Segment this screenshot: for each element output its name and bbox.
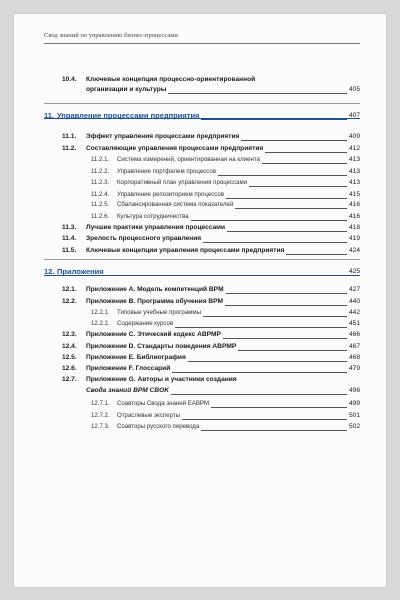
toc-leader: [226, 198, 347, 199]
toc-title: Сбалансированная система показателей: [117, 201, 234, 208]
toc-page-number: 425: [348, 268, 360, 275]
toc-title: Культура сотрудничества: [117, 213, 189, 220]
toc-title: Зрелость процессного управления: [86, 235, 202, 242]
toc-number: 11.4.: [62, 235, 77, 242]
document-page: [14, 14, 386, 587]
chapter-rule: [44, 275, 360, 276]
toc-leader: [238, 350, 347, 351]
chapter-rule: [44, 118, 360, 119]
toc-page-number: 442: [348, 309, 360, 316]
toc-title: Приложение D. Стандарты поведения ABPMP: [86, 343, 237, 350]
toc-page-number: 418: [348, 224, 360, 231]
toc-number: 12.2.2.: [91, 320, 110, 327]
toc-page-number: 407: [348, 112, 360, 119]
toc-page-number: 412: [348, 145, 360, 152]
toc-number: 12.7.3.: [91, 423, 110, 430]
toc-leader: [262, 163, 347, 164]
toc-page-number: 419: [348, 235, 360, 242]
toc-leader: [171, 394, 347, 395]
toc-title: Свода знаний BPM CBOK: [86, 387, 169, 394]
toc-title: Управление репозиторием процессов: [117, 191, 225, 198]
toc-title: Составляющие управления процессами предприятия: [86, 145, 264, 152]
toc-leader: [182, 419, 347, 420]
toc-leader: [249, 186, 347, 187]
toc-page-number: 466: [348, 331, 360, 338]
toc-title: Ключевые концепции процессно-ориентированной: [86, 76, 256, 83]
section-separator: [44, 103, 360, 104]
toc-number: 12.: [44, 267, 55, 276]
toc-leader: [226, 293, 347, 294]
toc-number: 11.2.1.: [91, 156, 110, 163]
toc-leader: [223, 338, 347, 339]
toc-page-number: 468: [348, 354, 360, 361]
toc-page-number: 467: [348, 343, 360, 350]
toc-title: Соавторы русского перевода: [117, 423, 200, 430]
toc-number: 12.1.: [62, 286, 77, 293]
toc-leader: [203, 242, 347, 243]
toc-title: Эффект управления процессами предприятия: [86, 133, 240, 140]
toc-number: 11.2.4.: [91, 191, 110, 198]
toc-number: 12.4.: [62, 343, 77, 350]
toc-title: Управление портфелем процессов: [117, 168, 217, 175]
toc-title: Ключевые концепции управления процессами предприятия: [86, 247, 285, 254]
toc-page-number: 496: [348, 387, 360, 394]
toc-leader: [241, 140, 347, 141]
toc-leader: [235, 208, 347, 209]
toc-number: 12.2.: [62, 298, 77, 305]
toc-number: 12.7.1.: [91, 400, 110, 407]
toc-number: 12.7.2.: [91, 412, 110, 419]
toc-leader: [265, 152, 347, 153]
toc-leader: [211, 407, 347, 408]
toc-page-number: 502: [348, 423, 360, 430]
toc-number: 11.2.: [62, 145, 77, 152]
toc-leader: [203, 316, 347, 317]
toc-page-number: 499: [348, 400, 360, 407]
toc-title: Типовые учебные программы: [117, 309, 201, 316]
toc-leader: [188, 361, 347, 362]
toc-title: организации и культуры: [86, 86, 167, 93]
running-head-rule: [44, 43, 360, 44]
toc-page-number: 479: [348, 365, 360, 372]
toc-page-number: 413: [348, 168, 360, 175]
toc-number: 11.: [44, 111, 55, 120]
toc-page-number: 501: [348, 412, 360, 419]
toc-leader: [227, 231, 347, 232]
toc-page-number: 413: [348, 179, 360, 186]
toc-title: Приложение F. Глоссарий: [86, 365, 171, 372]
toc-leader: [201, 119, 347, 120]
toc-page-number: 440: [348, 298, 360, 305]
toc-page-number: 409: [348, 133, 360, 140]
toc-number: 11.2.6.: [91, 213, 110, 220]
toc-page-number: 413: [348, 156, 360, 163]
toc-page-number: 416: [348, 213, 360, 220]
toc-leader: [172, 372, 347, 373]
toc-number: 12.7.: [62, 376, 77, 383]
toc-page-number: 415: [348, 191, 360, 198]
toc-title: Управление процессами предприятия: [57, 111, 200, 120]
toc-number: 12.5.: [62, 354, 77, 361]
toc-leader: [201, 430, 347, 431]
section-separator: [44, 259, 360, 260]
toc-number: 11.2.2.: [91, 168, 110, 175]
toc-number: 10.4.: [62, 76, 77, 83]
toc-number: 12.6.: [62, 365, 77, 372]
toc-leader: [286, 254, 347, 255]
toc-number: 11.3.: [62, 224, 77, 231]
toc-title: Приложение G. Авторы и участники создания: [86, 376, 237, 383]
toc-page-number: 451: [348, 320, 360, 327]
toc-title: Корпоративный план управления процессами: [117, 179, 248, 186]
toc-title: Приложение E. Библиография: [86, 354, 186, 361]
toc-leader: [175, 327, 347, 328]
toc-page-number: 416: [348, 201, 360, 208]
toc-number: 11.1.: [62, 133, 77, 140]
toc-page-number: 424: [348, 247, 360, 254]
toc-title: Содержание курсов: [117, 320, 174, 327]
toc-title: Отраслевые эксперты: [117, 412, 181, 419]
toc-title: Приложение В. Программа обучения BPM: [86, 298, 224, 305]
toc-page-number: 427: [348, 286, 360, 293]
running-head: Свод знаний по управлению бизнес-процессами: [44, 32, 178, 39]
toc-page-number: 405: [348, 86, 360, 93]
toc-leader: [218, 175, 347, 176]
toc-title: Приложение А. Модель компетенций BPM: [86, 286, 224, 293]
toc-number: 11.5.: [62, 247, 77, 254]
toc-number: 11.2.3.: [91, 179, 110, 186]
toc-title: Приложения: [57, 267, 104, 276]
toc-number: 12.2.1.: [91, 309, 110, 316]
toc-leader: [191, 220, 347, 221]
toc-title: Соавторы Свода знаний EABPM: [117, 400, 210, 407]
toc-leader: [225, 305, 347, 306]
toc-number: 11.2.5.: [91, 201, 110, 208]
toc-title: Приложение С. Этический кодекс ABPMP: [86, 331, 221, 338]
toc-title: Лучшие практики управления процессами: [86, 224, 226, 231]
toc-leader: [168, 93, 347, 94]
toc-title: Система измерений, ориентированная на клиента: [117, 156, 260, 163]
toc-number: 12.3.: [62, 331, 77, 338]
